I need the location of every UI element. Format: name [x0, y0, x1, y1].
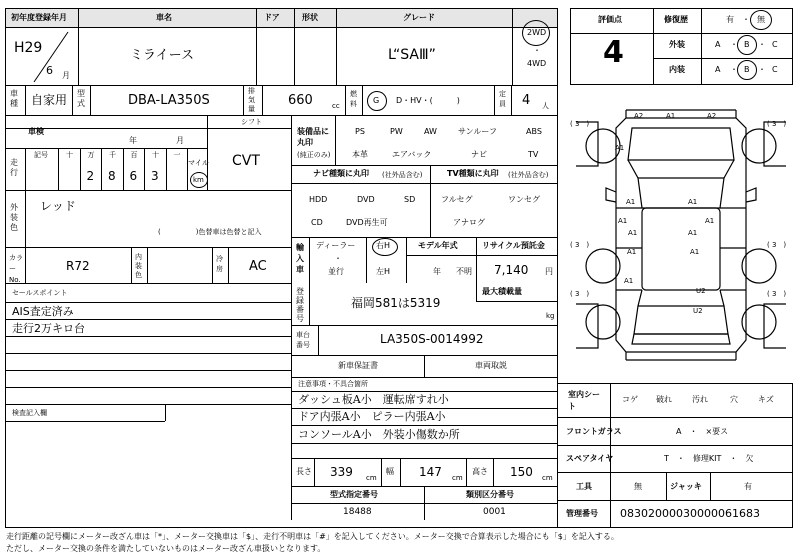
- remark-1: ダッシュ板A小 運転席すれ小: [298, 393, 449, 406]
- tv-note: (社外品含む): [508, 171, 549, 179]
- type-value: 自家用: [31, 93, 68, 107]
- repair-label: 修復歴: [664, 15, 688, 24]
- reg-year-label: 初年度登録年月: [11, 13, 67, 22]
- grade-value: L“SAⅢ”: [388, 47, 436, 63]
- seat-burn: コゲ: [622, 395, 638, 404]
- owner-manual: 車両取説: [475, 361, 507, 370]
- type-number-label: 型式指定番号: [330, 490, 378, 499]
- tire-depth-label: ( 3 ): [570, 241, 590, 249]
- tools-value: 無: [634, 482, 642, 491]
- damage-mark: U2: [696, 287, 706, 295]
- nav-note: (社外品含む): [382, 171, 423, 179]
- chassis-label: 車台番号: [296, 331, 310, 349]
- seat-scratch: キズ: [758, 395, 774, 404]
- damage-mark: A1: [688, 198, 698, 206]
- car-damage-diagram: [568, 108, 796, 368]
- door-label: ドア: [264, 13, 280, 22]
- model-label: 型式: [77, 89, 85, 108]
- mileage-digit: 3: [151, 169, 159, 183]
- ac-value: AC: [249, 259, 267, 274]
- mileage-unit: 十: [66, 151, 73, 159]
- shift-value: CVT: [232, 153, 260, 169]
- color-no-value: R72: [66, 259, 90, 273]
- equip-tv: TV: [528, 150, 539, 159]
- tire-depth-label: ( 3 ): [767, 290, 787, 298]
- import-label: 輸入車: [296, 243, 304, 274]
- cap-value: 4: [522, 93, 531, 108]
- km-label: km: [193, 176, 204, 184]
- interior-label: 内装: [669, 65, 685, 74]
- color-no-label: カラーNo.: [9, 254, 23, 284]
- model-year-unknown: 不明: [456, 267, 472, 276]
- mileage-unit: 十: [152, 151, 159, 159]
- tv-oneseg: ワンセグ: [508, 195, 540, 204]
- seat-stain: 汚れ: [692, 395, 708, 404]
- grade-dot: ・: [758, 65, 766, 74]
- jack-label: ジャッキ: [670, 482, 702, 491]
- cap-unit: 人: [542, 102, 549, 110]
- mileage-unit: 百: [130, 151, 138, 159]
- damage-mark: A1: [628, 229, 638, 237]
- damage-mark: A1: [666, 112, 676, 120]
- inspection-month: 月: [176, 136, 184, 145]
- length-value: 339: [330, 465, 353, 479]
- load-label: 最大積載量: [482, 287, 522, 296]
- equipment-sub: (純正のみ): [297, 151, 331, 159]
- grade-option: C: [772, 40, 778, 49]
- seat-hole: 穴: [730, 395, 738, 404]
- equip-pw: PW: [390, 127, 403, 136]
- damage-mark: A1: [627, 248, 637, 256]
- mile-label: マイル: [188, 159, 209, 167]
- equip-abs: ABS: [526, 127, 542, 136]
- height-value: 150: [510, 465, 533, 479]
- plate-value: 福岡581は5319: [351, 296, 441, 310]
- exterior-label: 外装: [669, 40, 685, 49]
- car-name-label: 車名: [156, 13, 172, 22]
- tv-fullseg: フルセグ: [441, 195, 473, 204]
- equipment-label: 装備品に丸印: [297, 127, 329, 147]
- class-number-value: 0001: [483, 507, 506, 517]
- class-number-label: 類別区分番号: [466, 490, 514, 499]
- grade-label: グレード: [403, 13, 435, 22]
- remark-2: ドア内張A小 ピラー内張A小: [298, 410, 446, 423]
- damage-mark: A1: [705, 217, 715, 225]
- inspector-label: 検査記入欄: [12, 409, 47, 417]
- recycle-value: 7,140: [494, 263, 529, 277]
- score-label: 評価点: [598, 15, 622, 24]
- inspection-year: 年: [129, 136, 137, 145]
- mileage-record-label: 記号: [34, 151, 48, 159]
- sales-point-label: セールスポイント: [12, 289, 68, 297]
- mileage-unit: 万: [87, 151, 95, 159]
- equip-aw: AW: [424, 127, 437, 136]
- model-year-unit: 年: [433, 267, 441, 276]
- grade-dot: ・: [758, 40, 766, 49]
- score-value: 4: [603, 35, 624, 70]
- disp-unit: cc: [332, 102, 340, 110]
- glass-options: A ・ ×要ス: [676, 427, 729, 436]
- mileage-digit: 2: [86, 169, 95, 183]
- disp-value: 660: [288, 93, 313, 108]
- remark-3: コンソールA小 外装小傷数か所: [298, 428, 460, 441]
- grade-option: A: [715, 40, 721, 49]
- nav-cd: CD: [311, 218, 323, 227]
- height-label: 高さ: [472, 467, 488, 476]
- footer-line-2: ただし、メーター交換の条件を満たしていないものはメーター改ざん車扱いとなります。: [6, 544, 326, 553]
- plate-label: 登録番号: [296, 287, 304, 323]
- equip-navi: ナビ: [471, 150, 487, 159]
- drive-2wd: 2WD: [527, 28, 547, 37]
- manage-label: 管理番号: [566, 509, 598, 518]
- import-parallel: 並行: [328, 267, 344, 276]
- width-label: 幅: [386, 467, 394, 476]
- damage-mark: A1: [690, 248, 700, 256]
- length-unit: cm: [366, 474, 377, 482]
- drive-4wd: 4WD: [527, 59, 547, 68]
- grade-dot: ・: [730, 65, 738, 74]
- grade-option: B: [744, 65, 750, 74]
- equip-ps: PS: [355, 127, 365, 136]
- mileage-unit: 千: [109, 151, 116, 159]
- tv-label: TV種類に丸印: [447, 169, 499, 178]
- load-unit: kg: [546, 312, 555, 320]
- shift-label: シフト: [241, 118, 262, 126]
- damage-mark: A1: [688, 229, 698, 237]
- nav-dvd: DVD: [357, 195, 375, 204]
- model-year-label: モデル年式: [418, 241, 458, 250]
- grade-selected-circle: [737, 35, 757, 55]
- drive-dot: ・: [533, 46, 541, 55]
- disp-label: 排気量: [248, 87, 255, 113]
- fuel-options: D・HV・( ): [396, 96, 460, 105]
- import-left: 左H: [376, 267, 391, 276]
- shape-label: 形状: [302, 13, 318, 22]
- color-label: 外装色: [10, 203, 18, 232]
- damage-mark: A2: [707, 112, 717, 120]
- recycle-label: リサイクル預託金: [482, 241, 545, 250]
- header-band: [6, 9, 557, 27]
- manage-value: 08302000030000061683: [620, 507, 760, 520]
- reg-era: H29: [14, 40, 43, 56]
- import-dot: ・: [334, 254, 342, 263]
- footer-line-1: 走行距離の記号欄にメーター改ざん車は「*」、メーター交換車は「$」、走行不明車は「#」を記入してください。メーター交換で合算表示した場合にも「$」を記入する。: [6, 532, 619, 541]
- tv-analog: アナログ: [453, 218, 485, 227]
- color-value: レッド: [40, 199, 76, 213]
- sales-point-1: AIS査定済み: [12, 305, 74, 318]
- damage-mark: A1: [618, 217, 628, 225]
- tire-depth-label: ( 3 ): [570, 120, 590, 128]
- equip-leather: 本革: [352, 150, 368, 159]
- type-number-value: 18488: [343, 507, 372, 517]
- new-warranty: 新車保証書: [338, 361, 378, 370]
- glass-label: フロントガラス: [566, 427, 622, 436]
- repair-options: 有 ・: [726, 15, 750, 24]
- tire-depth-label: ( 3 ): [570, 290, 590, 298]
- nav-label: ナビ種類に丸印: [313, 169, 369, 178]
- nav-sd: SD: [404, 195, 416, 204]
- equip-sunroof: サンルーフ: [458, 127, 497, 136]
- remarks-label: 注意事項・不具合箇所: [298, 380, 368, 388]
- fuel-g: G: [373, 96, 380, 105]
- damage-mark: A1: [624, 277, 634, 285]
- model-value: DBA-LA350S: [128, 93, 210, 108]
- chassis-value: LA350S-0014992: [380, 332, 484, 346]
- mileage-label: 走行: [10, 158, 18, 177]
- interior-color-label: 内装色: [135, 253, 142, 279]
- damage-mark: U2: [693, 307, 703, 315]
- interior-seat-label: 室内シート: [568, 390, 600, 411]
- jack-value: 有: [744, 482, 752, 491]
- grade-dot: ・: [730, 40, 738, 49]
- nav-hdd: HDD: [309, 195, 328, 204]
- mileage-digit: 8: [108, 169, 116, 183]
- damage-mark: A2: [634, 112, 644, 120]
- grade-option: C: [772, 65, 778, 74]
- month-unit: 月: [62, 71, 70, 80]
- import-dealer: ディーラー: [316, 241, 356, 250]
- width-value: 147: [419, 465, 442, 479]
- seat-tear: 破れ: [656, 395, 672, 404]
- type-label: 車種: [10, 89, 18, 108]
- recycle-unit: 円: [545, 267, 553, 276]
- sales-point-2: 走行2万キロ台: [12, 322, 85, 335]
- cap-label: 定員: [499, 90, 506, 108]
- import-right: 右H: [376, 241, 391, 250]
- inspection-label: 車検: [28, 127, 44, 136]
- height-unit: cm: [542, 474, 553, 482]
- spare-options: T ・ 修理KIT ・ 欠: [664, 454, 754, 463]
- grade-option: B: [744, 40, 750, 49]
- mileage-unit: 一: [173, 151, 181, 159]
- damage-mark: A1: [615, 144, 625, 152]
- car-name: ミライース: [130, 48, 194, 63]
- width-unit: cm: [452, 474, 463, 482]
- nav-dvd-play: DVD再生可: [346, 218, 388, 227]
- reg-month: 6: [46, 64, 53, 77]
- grade-option: A: [715, 65, 721, 74]
- mileage-digit: 6: [129, 169, 138, 183]
- length-label: 長さ: [296, 467, 312, 476]
- color-note: ( )色替車は色替と記入: [158, 228, 262, 236]
- tools-label: 工具: [576, 482, 592, 491]
- tire-depth-label: ( 3 ): [767, 120, 787, 128]
- equip-airbag: エアバック: [392, 150, 432, 159]
- damage-mark: A1: [626, 198, 636, 206]
- spare-label: スペアタイヤ: [566, 454, 614, 463]
- grade-selected-circle: [737, 60, 757, 80]
- ac-label: 冷房: [216, 255, 223, 273]
- fuel-label: 燃料: [350, 90, 357, 108]
- repair-selected: 無: [757, 15, 765, 24]
- tire-depth-label: ( 3 ): [767, 241, 787, 249]
